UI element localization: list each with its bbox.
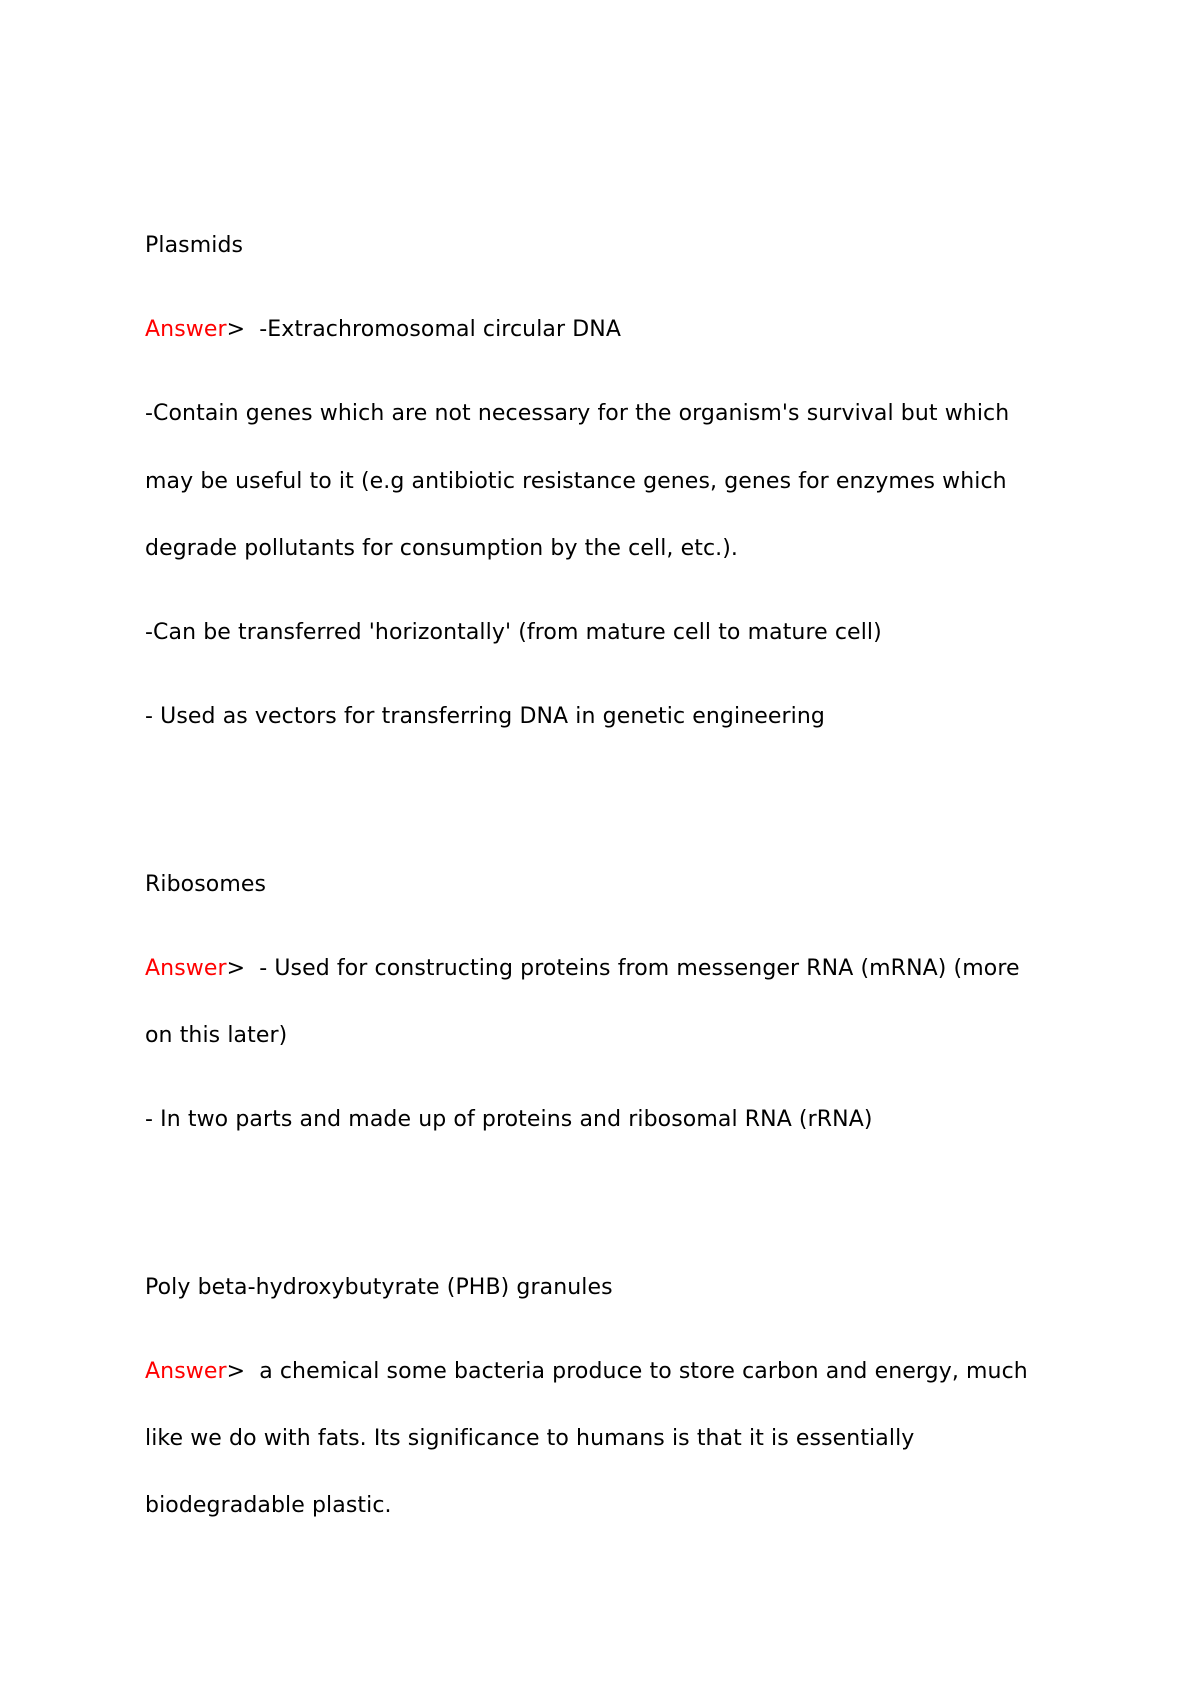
body-line: - In two parts and made up of proteins and ribosomal RNA (rRNA) (145, 1107, 873, 1132)
body-line: -Contain genes which are not necessary for the organism's survival but which (145, 401, 1010, 426)
answer-line-phb-granules (145, 1358, 1028, 1386)
body-line: like we do with fats. Its significance to humans is that it is essentially (145, 1426, 915, 1451)
body-line: may be useful to it (e.g antibiotic resistance genes, genes for enzymes which (145, 469, 1007, 494)
answer-arrow: > (226, 956, 246, 981)
section-heading-phb-granules: Poly beta-hydroxybutyrate (PHB) granules (145, 1275, 613, 1300)
section-heading-plasmids: Plasmids (145, 233, 244, 258)
body-line: - Used as vectors for transferring DNA in genetic engineering (145, 704, 825, 729)
answer-label: Answer (145, 317, 227, 342)
section-heading-ribosomes: Ribosomes (145, 872, 267, 897)
body-line: degrade pollutants for consumption by the cell, etc.). (145, 536, 739, 561)
body-line: biodegradable plastic. (145, 1493, 392, 1518)
body-line: on this later) (145, 1023, 288, 1048)
answer-line-plasmids (145, 316, 621, 344)
answer-text: - Used for constructing proteins from messenger RNA (mRNA) (more (259, 956, 1020, 981)
body-line: -Can be transferred 'horizontally' (from mature cell to mature cell) (145, 620, 882, 645)
answer-arrow: > (226, 1359, 246, 1384)
answer-text: -Extrachromosomal circular DNA (259, 317, 621, 342)
answer-label: Answer (145, 1359, 227, 1384)
answer-line-ribosomes (145, 955, 1020, 983)
answer-text: a chemical some bacteria produce to store carbon and energy, much (259, 1359, 1028, 1384)
answer-arrow: > (226, 317, 246, 342)
answer-label: Answer (145, 956, 227, 981)
